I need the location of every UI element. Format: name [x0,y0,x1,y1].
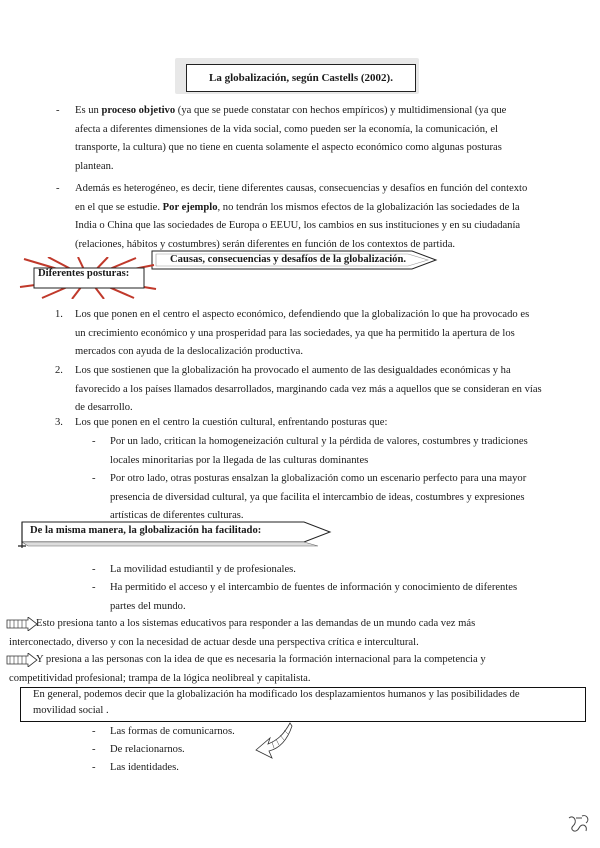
bullet-dash: - [92,436,96,447]
facilitated-item-1: La movilidad estudiantil y de profesionales. [110,564,296,575]
final-item-3: Las identidades. [110,762,179,773]
causes-banner-text: Causas, consecuencias y desafíos de la globalización. [170,254,407,265]
intro-bullet-1: Es un proceso objetivo (ya que se puede constatar con hechos empíricos) y multidimensional (ya que afecta a diferentes dimensiones de la vida social, como pueden ser la economía, la comunicación, el transporte, la cultura) que no tiene en cuenta solamente el aspecto económico como algunas posturas plantean. [75,105,507,172]
arrow-point-1: Esto presiona tanto a los sistemas educativos para responder a las demandas de un mundo cada vez más interconectado, diverso y con la necesidad de actuar desde una perspectiva crítica e intercultural. [9,618,476,648]
bullet-dash: - [92,564,96,575]
striped-arrow-icon [6,617,38,631]
posture-3: Los que ponen en el centro la cuestión cultural, enfrentando posturas que: [75,417,388,428]
general-summary-text: En general, podemos decir que la globalización ha modificado los desplazamientos humanos y las posibilidades de movilidad social . [33,689,520,716]
intro-bullet-2: Además es heterogéneo, es decir, tiene diferentes causas, consecuencias y desafíos en función del contexto en el que se estudie. Por ejemplo, no tendrán los mismos efectos de la globalización las sociedades de la India o China que las sociedades de Europa o EEUU, los cambios en sus instituciones y en su ciudadanía (relaciones, hábitos y costumbres) serán diferentes en función de los contextos de partida. [75,183,528,250]
striped-arrow-icon [6,653,38,667]
posture-2: Los que sostienen que la globalización ha provocado el aumento de las desigualdades económicas y ha favorecido a los países llamados desarrollados, marginando cada vez más a aquellos que se consideran en vías de desarrollo. [75,365,542,414]
postures-banner-text: Diferentes posturas: [38,268,130,279]
posture-1: Los que ponen en el centro el aspecto económico, defendiendo que la globalización lo que ha provocado es un crecimiento económico y una prosperidad para las sociedades, ya que ha permitido la apertura de los mercados con ayuda de la deslocalización productiva. [75,309,530,358]
bullet-dash: - [92,744,96,755]
bullet-dash: - [92,473,96,484]
bullet-dash: - [92,582,96,593]
posture-number: 3. [55,417,63,428]
arrow-point-2: Y presiona a las personas con la idea de que es necesaria la formación internacional para la competencia y competitividad profesional; trampa de la lógica neolibreal y capitalista. [9,654,486,684]
cultural-sub-2: Por otro lado, otras posturas ensalzan la globalización como un escenario perfecto para una mayor presencia de diversidad cultural, ya que facilita el intercambio de ideas, costumbres y expresiones artísticas de diferentes culturas. [110,473,527,522]
final-item-2: De relacionarnos. [110,744,185,755]
final-item-1: Las formas de comunicarnos. [110,726,235,737]
facilitated-banner-text: De la misma manera, la globalización ha facilitado: [30,525,262,536]
page-title: La globalización, según Castells (2002). [186,64,416,92]
bullet-dash: - [56,183,60,194]
cultural-sub-1: Por un lado, critican la homogeneización cultural y la pérdida de valores, costumbres y tradiciones locales minoritarias por la llegada de las culturas dominantes [110,436,528,466]
bullet-dash: - [92,762,96,773]
posture-number: 1. [55,309,63,320]
corner-ornament-icon [566,814,592,836]
bullet-dash: - [92,726,96,737]
facilitated-item-2: Ha permitido el acceso y el intercambio de fuentes de información y conocimiento de diferentes partes del mundo. [110,582,518,612]
curved-arrow-icon [254,720,294,762]
posture-number: 2. [55,365,63,376]
bullet-dash: - [56,105,60,116]
